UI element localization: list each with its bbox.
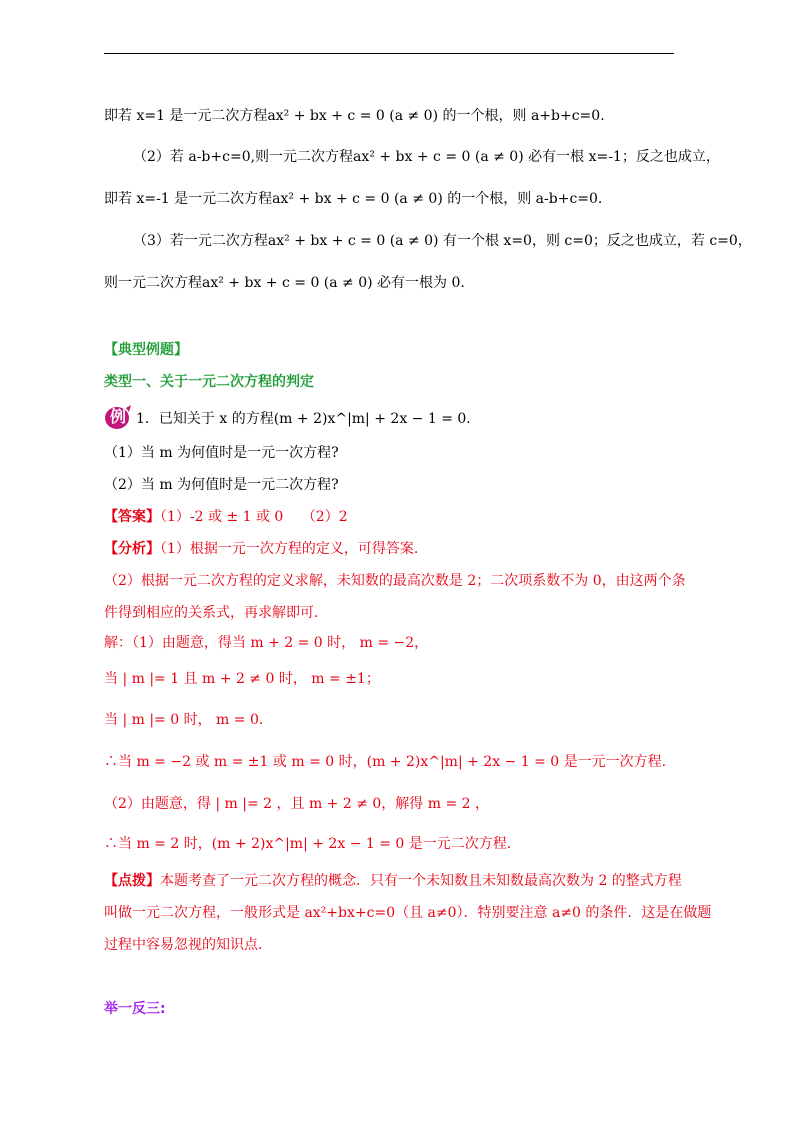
solution-line-2: 当 | m |= 1 且 m + 2 ≠ 0 时， m = ±1； — [104, 671, 380, 687]
example-badge-label: 例 — [109, 407, 126, 426]
example-badge — [104, 404, 132, 430]
question-1: （1）当 m 为何值时是一元一次方程? — [104, 445, 339, 461]
text-line-4: （3）若一元二次方程ax² + bx + c = 0 (a ≠ 0) 有一个根 x=0，则 c=0；反之也成立，若 c=0， — [133, 233, 752, 249]
solution-line-4: ∴当 m = −2 或 m = ±1 或 m = 0 时，(m + 2)x^|m| + 2x − 1 = 0 是一元一次方程. — [104, 754, 667, 770]
solution-line-5: （2）由题意，得 | m |= 2 ，且 m + 2 ≠ 0，解得 m = 2 ， — [104, 796, 490, 812]
tip-line-2: 叫做一元二次方程，一般形式是 ax²+bx+c=0（且 a≠0）．特别要注意 a≠0 的条件．这是在做题 — [104, 905, 712, 921]
answer-line — [104, 507, 348, 527]
solution-line-1: 解：（1）由题意，得当 m + 2 = 0 时， m = −2， — [104, 635, 429, 651]
text-line-5: 则一元二次方程ax² + bx + c = 0 (a ≠ 0) 必有一根为 0. — [104, 275, 465, 291]
analysis-text-1: （1）根据一元一次方程的定义，可得答案. — [160, 541, 419, 557]
answer-label: 【答案】 — [104, 509, 160, 525]
tip-text-1: 本题考查了一元二次方程的概念．只有一个未知数且未知数最高次数为 2 的整式方程 — [160, 873, 682, 889]
tip-line-3: 过程中容易忽视的知识点. — [104, 937, 263, 953]
solution-line-3: 当 | m |= 0 时， m = 0． — [104, 712, 273, 728]
analysis-line-1 — [104, 539, 418, 559]
header-rule — [104, 53, 674, 54]
solution-line-6: ∴当 m = 2 时，(m + 2)x^|m| + 2x − 1 = 0 是一元二次方程. — [104, 836, 512, 852]
question-intro: 1．已知关于 x 的方程(m + 2)x^|m| + 2x − 1 = 0． — [136, 411, 481, 427]
practice-heading: 举一反三: — [104, 1001, 166, 1017]
tip-line-1 — [104, 871, 682, 891]
question-2: （2）当 m 为何值时是一元二次方程? — [104, 477, 339, 493]
analysis-line-3: 件得到相应的关系式，再求解即可. — [104, 605, 319, 621]
tip-label: 【点拨】 — [104, 873, 160, 889]
analysis-label: 【分析】 — [104, 541, 160, 557]
text-line-2: （2）若 a-b+c=0,则一元二次方程ax² + bx + c = 0 (a ≠ 0) 必有一根 x=-1；反之也成立， — [133, 149, 720, 165]
section-heading: 【典型例题】 — [104, 342, 188, 358]
answer-text: （1）-2 或 ± 1 或 0 （2）2 — [160, 509, 348, 525]
text-line-1: 即若 x=1 是一元二次方程ax² + bx + c = 0 (a ≠ 0) 的一个根，则 a+b+c=0. — [104, 108, 605, 124]
analysis-line-2: （2）根据一元二次方程的定义求解，未知数的最高次数是 2；二次项系数不为 0，由这两个条 — [104, 573, 686, 589]
text-line-3: 即若 x=-1 是一元二次方程ax² + bx + c = 0 (a ≠ 0) 的一个根，则 a-b+c=0. — [104, 191, 603, 207]
type-title: 类型一、关于一元二次方程的判定 — [104, 374, 314, 390]
